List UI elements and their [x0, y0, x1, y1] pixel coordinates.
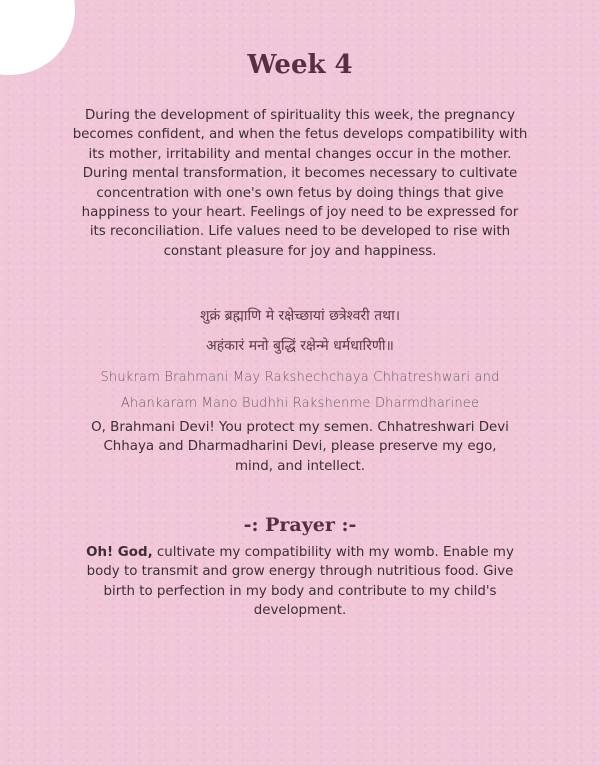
transliteration-line-2: Ahankaram Mano Budhhi Rakshenme Dharmdharinee [120, 396, 480, 411]
prayer-heading: -: Prayer :- [243, 514, 357, 536]
sanskrit-verse-line-2: अहंकारं मनो बुद्धिं रक्षेन्मे धर्मधारिणी॥ [206, 338, 394, 354]
sanskrit-verse-line-1: शुक्रं ब्रह्माणि मे रक्षेच्छायां छत्रेश्वरी तथा। [199, 308, 401, 324]
transliteration-line-1: Shukram Brahmani May Rakshechchaya Chhatreshwari and [100, 370, 500, 385]
mantra-meaning: O, Brahmani Devi! You protect my semen. Chhatreshwari Devi Chhaya and Dharmadharini Devi, please preserve my ego, mind, and intellect. [91, 420, 509, 474]
prayer-paragraph [80, 543, 520, 621]
prayer-lead: Oh! God, [86, 545, 153, 560]
page-title: Week 4 [247, 50, 353, 80]
prayer-body: cultivate my compatibility with my womb. Enable my body to transmit and grow energy through nutritious food. Give birth to perfection in my body and contribute to my child's development. [86, 545, 514, 619]
intro-paragraph: During the development of spirituality this week, the pregnancy becomes confident, and when the fetus develops compatibility with its mother, irritability and mental changes occur in the mother. During mental transformation, it becomes necessary to cultivate concentration with one's own fetus by doing things that give happiness to your heart. Feelings of joy need to be expressed for its reconciliation. Life values need to be developed to rise with constant pleasure for joy and happiness. [72, 108, 528, 259]
